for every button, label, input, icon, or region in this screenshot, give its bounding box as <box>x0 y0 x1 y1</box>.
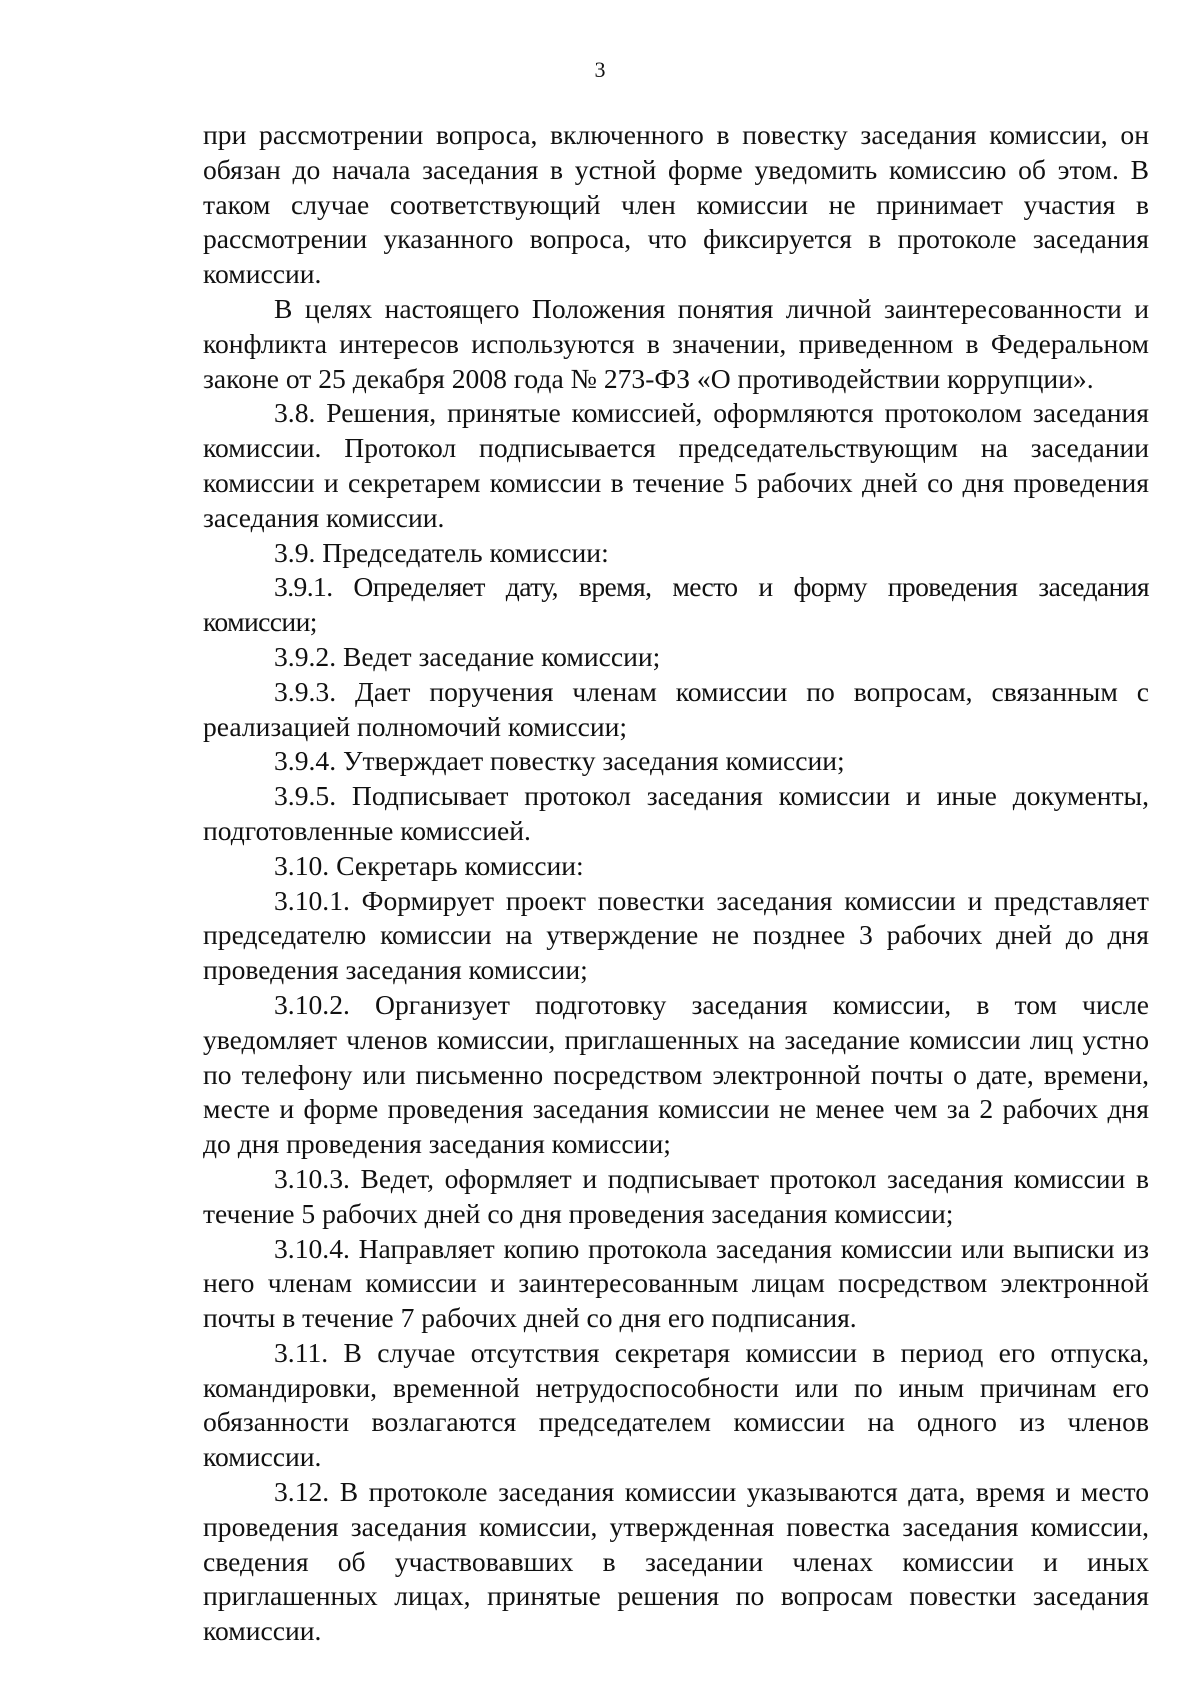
paragraph-3-10-2: 3.10.2. Организует подготовку заседания комиссии, в том числе уведомляет членов комиссии, приглашенных на заседание комиссии лиц устно по телефону или письменно посредством электронной почты о дате, времени, месте и форме проведения заседания комиссии не менее чем за 2 рабочих дня до дня проведения заседания комиссии; <box>203 988 1149 1160</box>
paragraph-3-10: 3.10. Секретарь комиссии: <box>274 849 584 881</box>
paragraph-definitions: В целях настоящего Положения понятия личной заинтересованности и конфликта интересов используются в значении, приведенном в Федеральном законе от 25 декабря 2008 года № 273-ФЗ «О противодействии коррупции». <box>203 292 1149 394</box>
paragraph-3-11: 3.11. В случае отсутствия секретаря комиссии в период его отпуска, командировки, временной нетрудоспособности или по иным причинам его обязанности возлагаются председателем комиссии на одного из членов комиссии. <box>203 1336 1149 1473</box>
paragraph-3-10-4: 3.10.4. Направляет копию протокола заседания комиссии или выписки из него членам комиссии и заинтересованным лицам посредством электронной почты в течение 7 рабочих дней со дня его подписания. <box>203 1232 1149 1334</box>
paragraph-3-9-4: 3.9.4. Утверждает повестку заседания комиссии; <box>274 745 845 777</box>
page-number: 3 <box>594 57 606 82</box>
paragraph-3-12: 3.12. В протоколе заседания комиссии указываются дата, время и место проведения заседания комиссии, утвержденная повестка заседания комиссии, сведения об участвовавших в заседании членах комиссии и иных приглашенных лицах, принятые решения по вопросам повестки заседания комиссии. <box>203 1476 1149 1647</box>
paragraph-3-10-1: 3.10.1. Формирует проект повестки заседания комиссии и представляет председателю комиссии на утверждение не позднее 3 рабочих дней до дня проведения заседания комиссии; <box>203 884 1149 986</box>
paragraph-3-10-3: 3.10.3. Ведет, оформляет и подписывает протокол заседания комиссии в течение 5 рабочих дней со дня проведения заседания комиссии; <box>203 1162 1149 1229</box>
paragraph-3-9-3: 3.9.3. Дает поручения членам комиссии по вопросам, связанным с реализацией полномочий комиссии; <box>203 675 1149 742</box>
paragraph-3-9: 3.9. Председатель комиссии: <box>274 536 609 568</box>
document-body <box>203 118 1149 1649</box>
paragraph-continuation: при рассмотрении вопроса, включенного в повестку заседания комиссии, он обязан до начала заседания в устной форме уведомить комиссию об этом. В таком случае соответствующий член комиссии не принимает участия в рассмотрении указанного вопроса, что фиксируется в протоколе заседания комиссии. <box>203 119 1149 290</box>
paragraph-3-9-1: 3.9.1. Определяет дату, время, место и форму проведения заседания комиссии; <box>203 571 1149 638</box>
paragraph-3-8: 3.8. Решения, принятые комиссией, оформляются протоколом заседания комиссии. Протокол подписывается председательствующим на заседании комиссии и секретарем комиссии в течение 5 рабочих дней со дня проведения заседания комиссии. <box>203 397 1149 533</box>
paragraph-3-9-2: 3.9.2. Ведет заседание комиссии; <box>274 640 661 672</box>
paragraph-3-9-5: 3.9.5. Подписывает протокол заседания комиссии и иные документы, подготовленные комиссией. <box>203 780 1149 846</box>
